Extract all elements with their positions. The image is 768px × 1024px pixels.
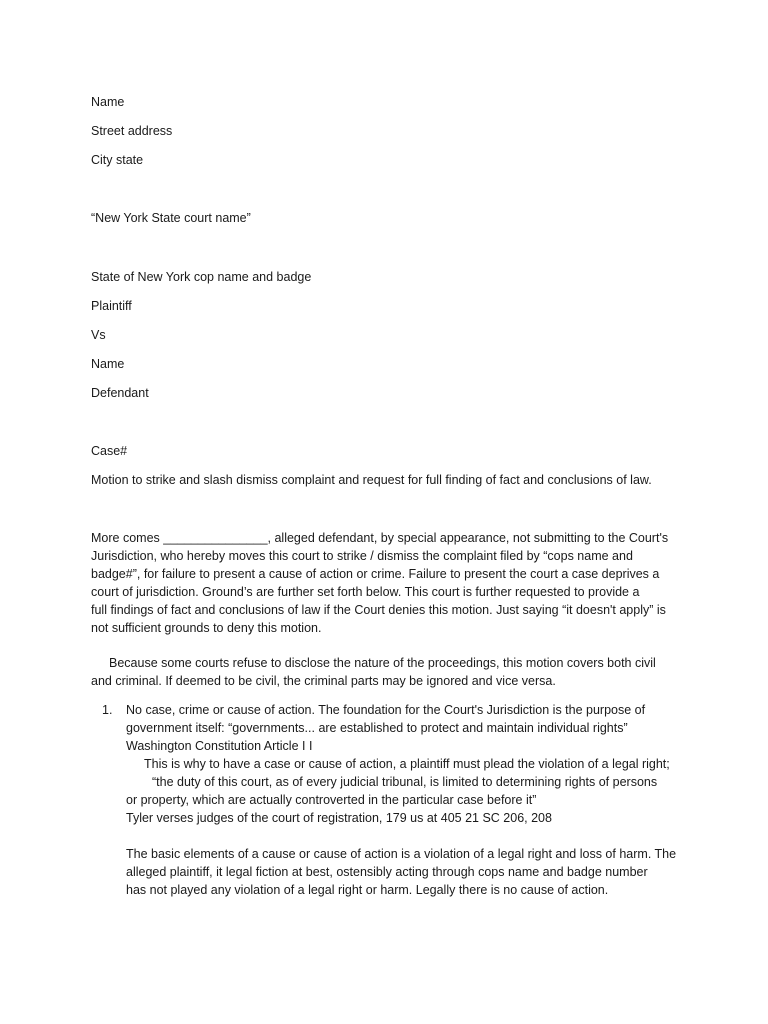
paragraph-line: More comes _______________, alleged defendant, by special appearance, not submitting to the Court's [91, 531, 669, 545]
list-item-line: or property, which are actually controverted in the particular case before it” [126, 793, 537, 807]
paragraph-line: Jurisdiction, who hereby moves this court to strike / dismiss the complaint filed by “cops name and [91, 549, 633, 563]
list-item-line: The basic elements of a cause or cause of action is a violation of a legal right and loss of harm. The [126, 847, 677, 861]
defendant-name: Name [91, 357, 125, 371]
blank-line [126, 827, 682, 845]
paragraph-line: and criminal. If deemed to be civil, the criminal parts may be ignored and vice versa. [91, 674, 556, 688]
versus-label: Vs [91, 328, 106, 342]
list-item-line: government itself: “governments... are established to protect and maintain individual rights” [126, 721, 628, 735]
paragraph-intro [91, 529, 683, 637]
paragraph-line: not sufficient grounds to deny this motion. [91, 621, 322, 635]
list-item-line: This is why to have a case or cause of action, a plaintiff must plead the violation of a legal right; [144, 757, 670, 771]
sender-name: Name [91, 95, 125, 109]
plaintiff-label: Plaintiff [91, 299, 132, 313]
list-item-body [126, 701, 682, 899]
list-item-line: alleged plaintiff, it legal fiction at best, ostensibly acting through cops name and badge number [126, 865, 648, 879]
paragraph-line: full findings of fact and conclusions of law if the Court denies this motion. Just saying “it doesn't apply” is [91, 603, 666, 617]
paragraph-line: Because some courts refuse to disclose the nature of the proceedings, this motion covers both civil [109, 656, 656, 670]
list-item-line: Washington Constitution Article I I [126, 739, 313, 753]
list-item-number: 1. [102, 703, 113, 717]
list-item-line: No case, crime or cause of action. The foundation for the Court's Jurisdiction is the purpose of [126, 703, 646, 717]
case-number: Case# [91, 444, 128, 458]
court-name: “New York State court name” [91, 211, 251, 225]
paragraph-scope [91, 654, 683, 690]
plaintiff-name: State of New York cop name and badge [91, 270, 312, 284]
sender-city-state: City state [91, 153, 144, 167]
list-item-line: Tyler verses judges of the court of registration, 179 us at 405 21 SC 206, 208 [126, 811, 552, 825]
list-item-line: “the duty of this court, as of every judicial tribunal, is limited to determining rights of persons [152, 775, 658, 789]
defendant-label: Defendant [91, 386, 149, 400]
paragraph-line: court of jurisdiction. Ground’s are further set forth below. This court is further requested to provide a [91, 585, 640, 599]
paragraph-line: badge#”, for failure to present a cause of action or crime. Failure to present the court a case deprives a [91, 567, 660, 581]
sender-street-address: Street address [91, 124, 173, 138]
motion-title: Motion to strike and slash dismiss complaint and request for full finding of fact and conclusions of law. [91, 473, 652, 487]
list-item-line: has not played any violation of a legal right or harm. Legally there is no cause of action. [126, 883, 609, 897]
